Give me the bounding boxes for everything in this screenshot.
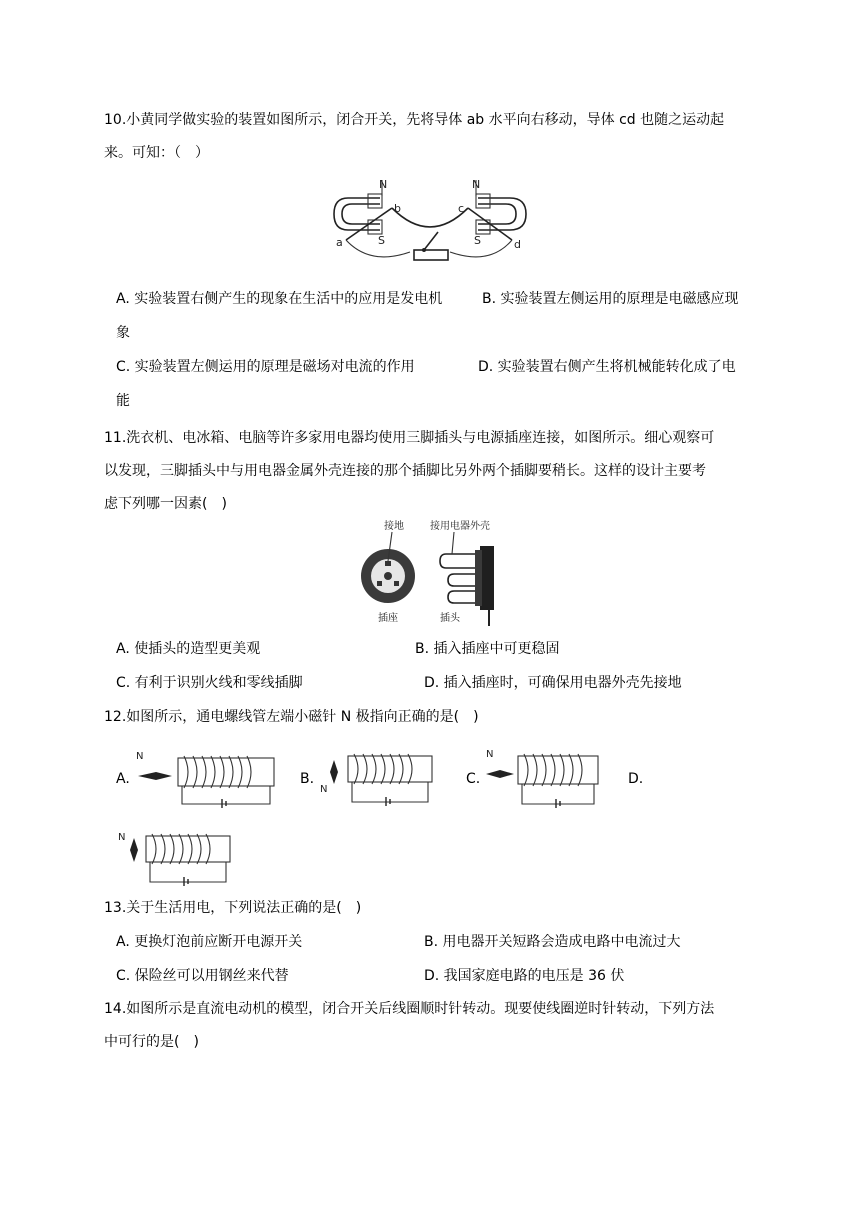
q12-b-label-n: N bbox=[320, 784, 328, 795]
q10-label-d: d bbox=[514, 238, 521, 251]
q13-option-d[interactable]: D. 我国家庭电路的电压是 36 伏 bbox=[424, 968, 625, 984]
q10-option-d-continued: 能 bbox=[116, 393, 130, 409]
q12-option-c[interactable]: C. bbox=[466, 771, 481, 787]
q10-option-a[interactable]: A. 实验装置右侧产生的现象在生活中的应用是发电机 bbox=[116, 291, 443, 307]
q10-label-s-right: S bbox=[474, 234, 481, 247]
q13-option-a[interactable]: A. 更换灯泡前应断开电源开关 bbox=[116, 934, 303, 950]
q12-option-b[interactable]: B. bbox=[300, 771, 315, 787]
q12-figure-c-solenoid bbox=[484, 746, 604, 808]
q10-stem-line1: 10.小黄同学做实验的装置如图所示，闭合开关，先将导体 ab 水平向右移动，导体 cd 也随之运动起 bbox=[104, 112, 725, 128]
q10-option-b[interactable]: B. 实验装置左侧运用的原理是电磁感应现 bbox=[482, 291, 739, 307]
q10-stem-line2: 来。可知：（ ） bbox=[104, 145, 209, 161]
q11-label-ground: 接地 bbox=[384, 521, 404, 532]
q12-a-label-n: N bbox=[136, 751, 144, 762]
q10-label-n-right: N bbox=[472, 178, 481, 191]
q11-label-socket: 插座 bbox=[378, 613, 398, 624]
q10-figure-generator-motor bbox=[330, 176, 530, 268]
q11-option-d[interactable]: D. 插入插座时，可确保用电器外壳先接地 bbox=[424, 675, 682, 691]
q13-option-b[interactable]: B. 用电器开关短路会造成电路中电流过大 bbox=[424, 934, 681, 950]
q10-label-n-left: N bbox=[379, 178, 388, 191]
q11-figure-three-pin-plug bbox=[358, 518, 508, 628]
q14-stem-line1: 14.如图所示是直流电动机的模型，闭合开关后线圈顺时针转动。现要使线圈逆时针转动，下列方法 bbox=[104, 1001, 715, 1017]
q13-option-c[interactable]: C. 保险丝可以用钢丝来代替 bbox=[116, 968, 289, 984]
q14-stem-line2: 中可行的是( ) bbox=[104, 1034, 199, 1050]
q12-c-label-n: N bbox=[486, 749, 494, 760]
q11-option-a[interactable]: A. 使插头的造型更美观 bbox=[116, 641, 261, 657]
q12-stem: 12.如图所示，通电螺线管左端小磁针 N 极指向正确的是( ) bbox=[104, 709, 479, 725]
q12-d-label-n: N bbox=[118, 832, 126, 843]
q12-option-a[interactable]: A. bbox=[116, 771, 130, 787]
q11-label-shell: 接用电器外壳 bbox=[430, 521, 490, 532]
q13-stem: 13.关于生活用电，下列说法正确的是( ) bbox=[104, 900, 362, 916]
q10-label-c: c bbox=[458, 202, 465, 215]
q10-option-b-continued: 象 bbox=[116, 325, 130, 341]
q11-stem-line1: 11.洗衣机、电冰箱、电脑等许多家用电器均使用三脚插头与电源插座连接，如图所示。细心观察可 bbox=[104, 430, 715, 446]
q12-figure-b-solenoid bbox=[318, 748, 438, 808]
q11-option-c[interactable]: C. 有利于识别火线和零线插脚 bbox=[116, 675, 303, 691]
q11-label-plug: 插头 bbox=[440, 613, 460, 624]
q11-option-b[interactable]: B. 插入插座中可更稳固 bbox=[415, 641, 560, 657]
q11-stem-line2: 以发现，三脚插头中与用电器金属外壳连接的那个插脚比另外两个插脚要稍长。这样的设计主要考 bbox=[104, 463, 706, 479]
q10-label-a: a bbox=[336, 236, 343, 249]
q10-label-s-left: S bbox=[378, 234, 385, 247]
q12-figure-d-solenoid bbox=[116, 828, 236, 888]
q11-stem-line3: 虑下列哪一因素( ) bbox=[104, 496, 227, 512]
q10-label-b: b bbox=[394, 202, 401, 215]
q12-figure-a-solenoid bbox=[132, 748, 280, 808]
q12-option-d[interactable]: D. bbox=[628, 771, 644, 787]
q10-option-c[interactable]: C. 实验装置左侧运用的原理是磁场对电流的作用 bbox=[116, 359, 415, 375]
q10-option-d[interactable]: D. 实验装置右侧产生将机械能转化成了电 bbox=[478, 359, 736, 375]
